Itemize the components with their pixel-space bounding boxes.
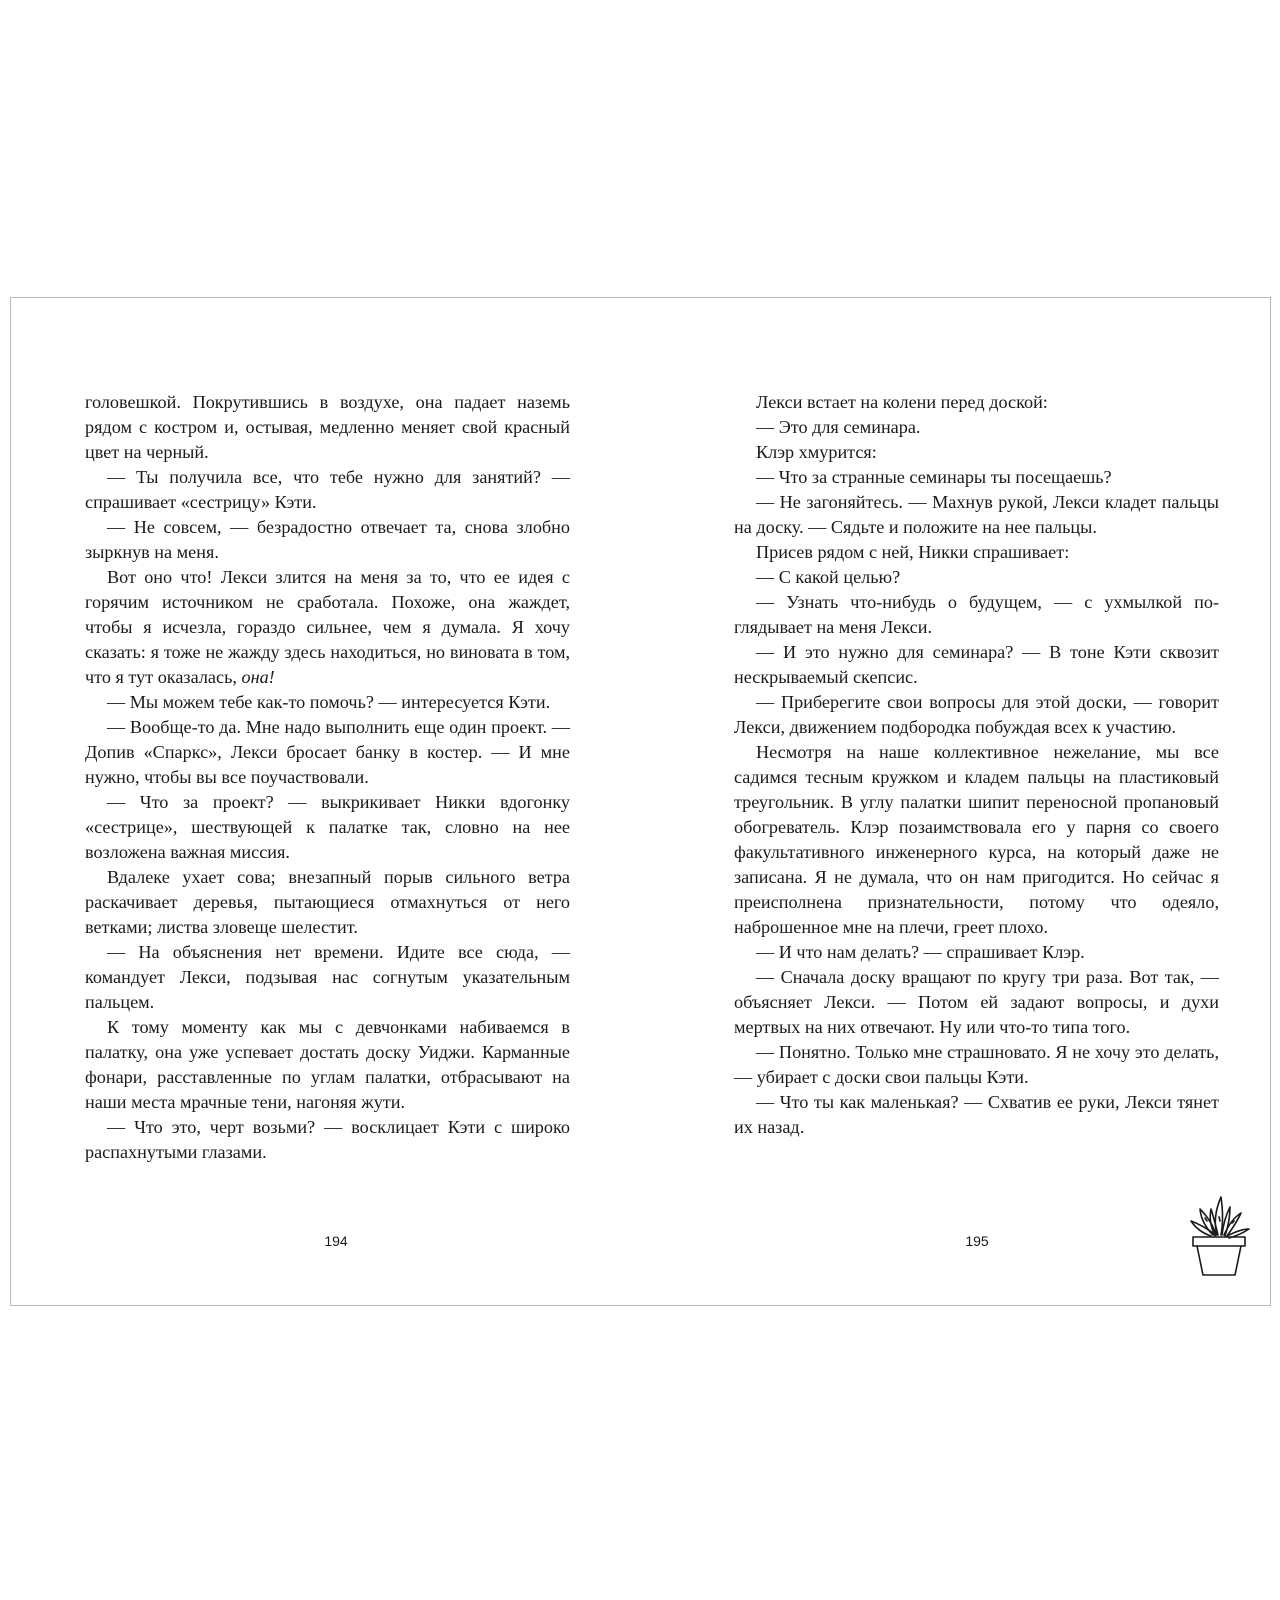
paragraph-with-emphasis bbox=[85, 565, 570, 690]
paragraph: — Что за странные семинары ты посещаешь? bbox=[756, 467, 1112, 487]
page-number-left: 194 bbox=[324, 1233, 348, 1249]
page-number-right: 195 bbox=[965, 1233, 989, 1249]
paragraph-text: Вот оно что! Лекси злится на меня за то, что ее идея с горячим источником не сработала. Похоже, она жаждет, чтобы я исчезла, гораздо сильнее, чем я думала. Я хочу сказать: я тоже не жажду здесь находиться, но виновата в том, что я тут оказалась, bbox=[85, 567, 570, 687]
paragraph: — Что за проект? — выкрикивает Никки вдогонку «сестрице», шествующей к палатке так, словно на нее возложена важная миссия. bbox=[85, 792, 570, 862]
right-page-text bbox=[734, 390, 1219, 1140]
paragraph: Несмотря на наше коллективное нежелание, мы все садимся тесным кружком и кладем пальцы на пластиковый треугольник. В углу палатки шипит переносной пропановый обогреватель. Клэр позаимствовала его у парня со своего факультативного инженерного курса, на который даже не записана. Я не думала, что он нам пригодится. Но сейчас я преисполнена признательности, потому что одеяло, наброшенное мне на плечи, греет плохо. bbox=[734, 742, 1219, 937]
paragraph: — С какой целью? bbox=[756, 567, 901, 587]
paragraph: — Вообще-то да. Мне надо выполнить еще один проект. — Допив «Спаркс», Лекси бросает банку в костер. — И мне нужно, чтобы вы все поучаствовали. bbox=[85, 717, 570, 787]
paragraph: — Не загоняйтесь. — Махнув рукой, Лекси кладет пальцы на доску. — Сядьте и положите на нее пальцы. bbox=[734, 492, 1219, 537]
paragraph: К тому моменту как мы с девчонками набиваемся в палатку, она уже успевает достать доску Уиджи. Карманные фонари, расставленные по углам палатки, отбрасывают на наши места мрачные тени, нагоняя жути. bbox=[85, 1017, 570, 1112]
paragraph: Клэр хмурится: bbox=[756, 442, 877, 462]
paragraph: Вдалеке ухает сова; внезапный порыв сильного ветра раскачивает деревья, пытающиеся отмахнуться от него ветками; листва зловеще шелестит. bbox=[85, 867, 570, 937]
paragraph: — Узнать что-нибудь о будущем, — с ухмылкой поглядывает на меня Лекси. bbox=[734, 592, 1219, 637]
paragraph: головешкой. Покрутившись в воздухе, она падает наземь рядом с костром и, остывая, медленно меняет свой красный цвет на черный. bbox=[85, 392, 570, 462]
paragraph: — Ты получила все, что тебе нужно для занятий? — спрашивает «сестрицу» Кэти. bbox=[85, 467, 570, 512]
paragraph: — Что ты как маленькая? — Схватив ее руки, Лекси тянет их назад. bbox=[734, 1092, 1219, 1137]
paragraph: Лекси встает на колени перед доской: bbox=[756, 392, 1048, 412]
paragraph: — Приберегите свои вопросы для этой доски, — говорит Лекси, движением подбородка побуждая всех к участию. bbox=[734, 692, 1219, 737]
paragraph: — Не совсем, — безрадостно отвечает та, снова злобно зыркнув на меня. bbox=[85, 517, 570, 562]
paragraph: — И это нужно для семинара? — В тоне Кэти сквозит нескрываемый скепсис. bbox=[734, 642, 1219, 687]
paragraph: — Что это, черт возьми? — восклицает Кэти с широко распахнутыми глазами. bbox=[85, 1117, 570, 1162]
book-spread bbox=[10, 297, 1271, 1306]
potted-aloe-icon bbox=[1187, 1191, 1251, 1279]
paragraph: — И что нам делать? — спрашивает Клэр. bbox=[756, 942, 1085, 962]
paragraph: — Это для семинара. bbox=[756, 417, 921, 437]
left-page-text bbox=[85, 390, 570, 1165]
paragraph: — Мы можем тебе как-то помочь? — интересуется Кэти. bbox=[107, 692, 551, 712]
emphasis-text: она! bbox=[241, 667, 275, 687]
paragraph: — Понятно. Только мне страшновато. Я не хочу это делать, — убирает с доски свои пальцы Кэти. bbox=[734, 1042, 1219, 1087]
paragraph: — На объяснения нет времени. Идите все сюда, — командует Лекси, подзывая нас согнутым указательным пальцем. bbox=[85, 942, 570, 1012]
paragraph: Присев рядом с ней, Никки спрашивает: bbox=[756, 542, 1070, 562]
paragraph: — Сначала доску вращают по кругу три раза. Вот так, — объясняет Лекси. — Потом ей задают вопросы, и духи мертвых на них отвечают. Ну или что-то типа того. bbox=[734, 967, 1219, 1037]
